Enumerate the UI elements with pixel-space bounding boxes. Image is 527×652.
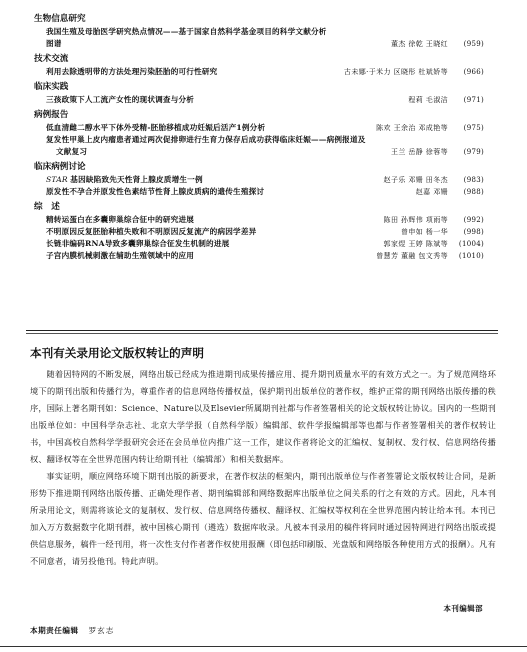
responsible-editor	[30, 625, 114, 636]
entry-title: 低血清雌二醇水平下体外受精-胚胎移植成功妊娠后活产1例分析	[46, 123, 266, 132]
editor-name: 罗玄志	[88, 626, 115, 635]
entry-authors: 程莉 毛淑洁	[408, 96, 448, 104]
declaration-signature: 本刊编辑部	[443, 604, 483, 613]
entry-authors: 曾慧芳 董融 包文秀等	[376, 252, 448, 260]
toc-entry[interactable]	[34, 134, 484, 158]
entry-authors: 陈田 孙辉伟 项雨等	[383, 216, 448, 224]
entry-authors: 陈欢 王余治 邓成艳等	[376, 124, 448, 132]
entry-page: (1010)	[458, 252, 484, 260]
entry-authors: 赵子乐 邓姗 田冬杰	[383, 176, 448, 184]
toc-entry[interactable]	[34, 66, 484, 78]
section-heading: 病例报告	[34, 110, 69, 120]
section-heading: 临床实践	[34, 82, 69, 92]
toc-entry[interactable]	[34, 122, 484, 134]
entry-authors: 赵嘉 邓姗	[415, 188, 448, 196]
declaration-paragraph: 事实证明，顺应网络环境下期刊出版的新要求，在著作权法的框架内，期刊出版单位与作者签署论文版权转让合同，是新形势下推进期刊网络出版传播、正确处理作者、期刊编辑部和网络数据库出版单位之间关系的行之有效的方式。因此，凡本刊所录用论文，则需将该论文的复制权、发行权、信息网络传播权、翻译权、汇编权等权利在全世界范围内转让给本刊。本刊已加入万方数据数字化期刊群，被中国核心期刊（遴选）数据库收录。凡被本刊录用的稿件将同时通过因特网进行网络出版或提供信息服务，稿件一经刊用，将一次性支付作者著作权使用报酬（即包括印刷版、光盘版和网络版各种使用方式的报酬）。凡有不同意者，请另投他刊。特此声明。	[30, 471, 496, 566]
toc-section	[34, 200, 484, 262]
entry-title: 精转运蛋白在多囊卵巢综合征中的研究进展	[46, 215, 195, 224]
gene-name: STAR	[46, 175, 68, 184]
section-heading: 技术交流	[34, 54, 69, 64]
entry-title-cont: 图谱	[46, 39, 62, 48]
entry-page: (992)	[463, 216, 484, 224]
toc-entry[interactable]	[34, 186, 484, 198]
entry-title: 不明原因反复胚胎种植失败和不明原因反复流产的病因学差异	[46, 227, 257, 236]
section-heading: 临床病例讨论	[34, 162, 86, 172]
toc-entry[interactable]	[34, 226, 484, 238]
copyright-declaration	[30, 344, 496, 570]
entry-authors: 古未娜·于米力 区晓彤 杜斌娇等	[343, 68, 448, 76]
entry-page: (998)	[463, 228, 484, 236]
section-divider	[26, 330, 498, 331]
entry-authors: 郭家煜 王婷 陈斌等	[383, 240, 448, 248]
entry-page: (971)	[463, 96, 484, 104]
entry-page: (959)	[463, 40, 484, 48]
entry-page: (988)	[463, 188, 484, 196]
entry-title: 利用去除透明带的方法处理污染胚胎的可行性研究	[46, 67, 218, 76]
toc-entry[interactable]	[34, 250, 484, 262]
section-heading: 综 述	[34, 202, 60, 212]
entry-page: (979)	[463, 148, 484, 156]
section-divider-thin	[26, 333, 498, 334]
toc-section	[34, 52, 484, 78]
entry-authors: 董杰 徐乾 王晓红	[390, 40, 448, 48]
entry-title: 原发性不孕合并原发性色素结节性肾上腺皮质病的遗传生殖探讨	[46, 187, 265, 196]
toc-entry[interactable]	[34, 26, 484, 50]
entry-title: 子宫内膜机械刺激在辅助生殖领域中的应用	[46, 251, 195, 260]
entry-page: (1004)	[458, 240, 484, 248]
entry-title: 长链非编码RNA导致多囊卵巢综合征发生机制的进展	[46, 239, 230, 248]
entry-title: 复发性甲巢上皮内瘤患者通过两次促排卵进行生育力保存后成功获得临床妊娠——病例报道及	[46, 135, 366, 144]
editor-label: 本期责任编辑	[30, 626, 79, 635]
entry-authors: 王兰 岳静 徐蓉等	[390, 148, 448, 156]
table-of-contents	[34, 12, 484, 262]
entry-title-cont: 文献复习	[56, 147, 88, 156]
entry-page: (983)	[463, 176, 484, 184]
entry-title: 三孩政策下人工流产女性的现状调查与分析	[46, 95, 195, 104]
toc-section	[34, 108, 484, 158]
entry-title: 基因缺陷致先天性肾上腺皮质增生一例	[70, 175, 203, 184]
toc-entry[interactable]	[34, 238, 484, 250]
declaration-title: 本刊有关录用论文版权转让的声明	[30, 346, 204, 360]
entry-page: (966)	[463, 68, 484, 76]
toc-section	[34, 160, 484, 198]
toc-entry[interactable]	[34, 94, 484, 106]
toc-entry[interactable]	[34, 214, 484, 226]
entry-title: 我国生殖及母胎医学研究热点情况——基于国家自然科学基金项目的科学文献分析	[46, 27, 327, 36]
section-heading: 生物信息研究	[34, 14, 86, 24]
toc-entry[interactable]	[34, 174, 484, 186]
bottom-border	[0, 646, 527, 647]
entry-page: (975)	[463, 124, 484, 132]
toc-section	[34, 12, 484, 50]
declaration-paragraph: 随着因特网的不断发展，网络出版已经成为推进期刊成果传播应用、提升期刊质量水平的有效方式之一。为了规范网络环境下的期刊出版和传播行为，尊重作者的信息网络传播权益，保护期刊出版单位的著作权，维护正常的期刊网络出版传播的秩序，国际上著名期刊如：Science、Nature以及Elsevier所属期刊社都与作者签署相关的论文版权转让协议。国内的一些期刊出版单位如：中国科学杂志社、北京大学学报（自然科学版）编辑部、软件学报编辑部等也都与作者签署相关的著作权转让书，中国高校自然科学学报研究会还在会员单位内推广这一工作，建议作者将论文的汇编权、复制权、发行权、信息网络传播权、翻译权等在全世界范围内转让给期刊社（编辑部）和相关数据库。	[30, 369, 496, 464]
entry-authors: 曾申如 杨一华	[400, 228, 448, 236]
toc-section	[34, 80, 484, 106]
